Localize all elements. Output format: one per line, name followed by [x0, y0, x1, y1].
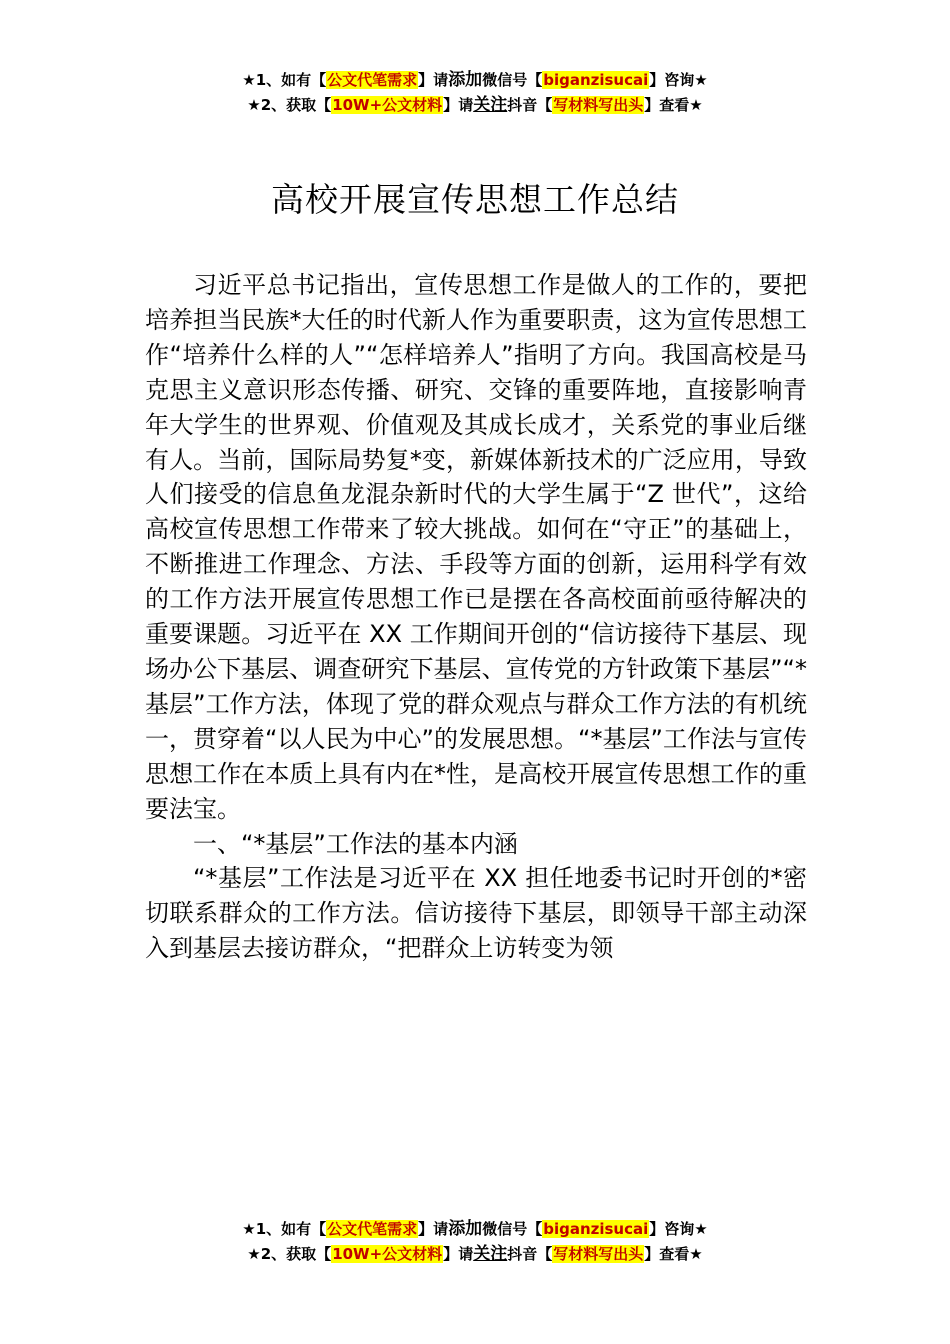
footer-line-1-prefix: ★1、如有【: [242, 1220, 327, 1238]
footer-line-2-mid1: 】请: [443, 1245, 474, 1263]
banner-line-1: [0, 68, 950, 93]
document-body: [145, 268, 807, 966]
footer-line-1-add: 添加: [448, 1219, 483, 1239]
footer-line-1-suffix: 】咨询★: [649, 1220, 708, 1238]
header-banner: [0, 68, 950, 118]
footer-line-1-mid2: 微信号【: [482, 1220, 543, 1238]
paragraph-intro: 习近平总书记指出，宣传思想工作是做人的工作的，要把培养担当民族*大任的时代新人作为重要职责，这为宣传思想工作“培养什么样的人”“怎样培养人”指明了方向。我国高校是马克思主义意识形态传播、研究、交锋的重要阵地，直接影响青年大学生的世界观、价值观及其成长成才，关系党的事业后继有人。当前，国际局势复*变，新媒体新技术的广泛应用，导致人们接受的信息鱼龙混杂新时代的大学生属于“Z 世代”，这给高校宣传思想工作带来了较大挑战。如何在“守正”的基础上，不断推进工作理念、方法、手段等方面的创新，运用科学有效的工作方法开展宣传思想工作已是摆在各高校面前亟待解决的重要课题。习近平在 XX 工作期间开创的“信访接待下基层、现场办公下基层、调查研究下基层、宣传党的方针政策下基层”“*基层”工作方法，体现了党的群众观点与群众工作方法的有机统一，贯穿着“以人民为中心”的发展思想。“*基层”工作法与宣传思想工作在本质上具有内在*性，是高校开展宣传思想工作的重要法宝。: [145, 271, 807, 823]
banner-line-2: [0, 93, 950, 118]
banner-line-1-mid2: 微信号【: [482, 71, 543, 89]
footer-line-2-follow: 关注: [473, 1244, 508, 1264]
banner-line-2-mid1: 】请: [443, 96, 474, 114]
banner-line-1-wechat-id: biganzisucai: [543, 71, 649, 89]
footer-line-2-highlight-materials: 10W+公文材料: [332, 1245, 443, 1263]
banner-line-2-follow: 关注: [473, 95, 508, 115]
footer-line-1-mid1: 】请: [418, 1220, 449, 1238]
footer-banner-line-2: [0, 1242, 950, 1267]
banner-line-2-prefix: ★2、获取【: [247, 96, 332, 114]
banner-line-1-prefix: ★1、如有【: [242, 71, 327, 89]
footer-line-2-mid2: 抖音【: [507, 1245, 553, 1263]
footer-banner-line-1: [0, 1217, 950, 1242]
footer-line-1-wechat-id: biganzisucai: [543, 1220, 649, 1238]
banner-line-2-mid2: 抖音【: [507, 96, 553, 114]
banner-line-2-douyin-id: 写材料写出头: [553, 96, 644, 114]
footer-banner: [0, 1217, 950, 1267]
banner-line-2-highlight-materials: 10W+公文材料: [332, 96, 443, 114]
document-title: 高校开展宣传思想工作总结: [271, 180, 679, 219]
banner-line-2-suffix: 】查看★: [644, 96, 703, 114]
paragraph-section-1: “*基层”工作法是习近平在 XX 担任地委书记时开创的*密切联系群众的工作方法。信访接待下基层，即领导干部主动深入到基层去接访群众，“把群众上访转变为领: [145, 864, 807, 963]
banner-line-1-add: 添加: [448, 70, 483, 90]
banner-line-1-highlight-service: 公文代笔需求: [327, 71, 418, 89]
section-heading-1: 一、“*基层”工作法的基本内涵: [193, 829, 518, 858]
banner-line-1-suffix: 】咨询★: [649, 71, 708, 89]
banner-line-1-mid1: 】请: [418, 71, 449, 89]
footer-line-2-douyin-id: 写材料写出头: [553, 1245, 644, 1263]
footer-line-2-suffix: 】查看★: [644, 1245, 703, 1263]
footer-line-1-highlight-service: 公文代笔需求: [327, 1220, 418, 1238]
footer-line-2-prefix: ★2、获取【: [247, 1245, 332, 1263]
